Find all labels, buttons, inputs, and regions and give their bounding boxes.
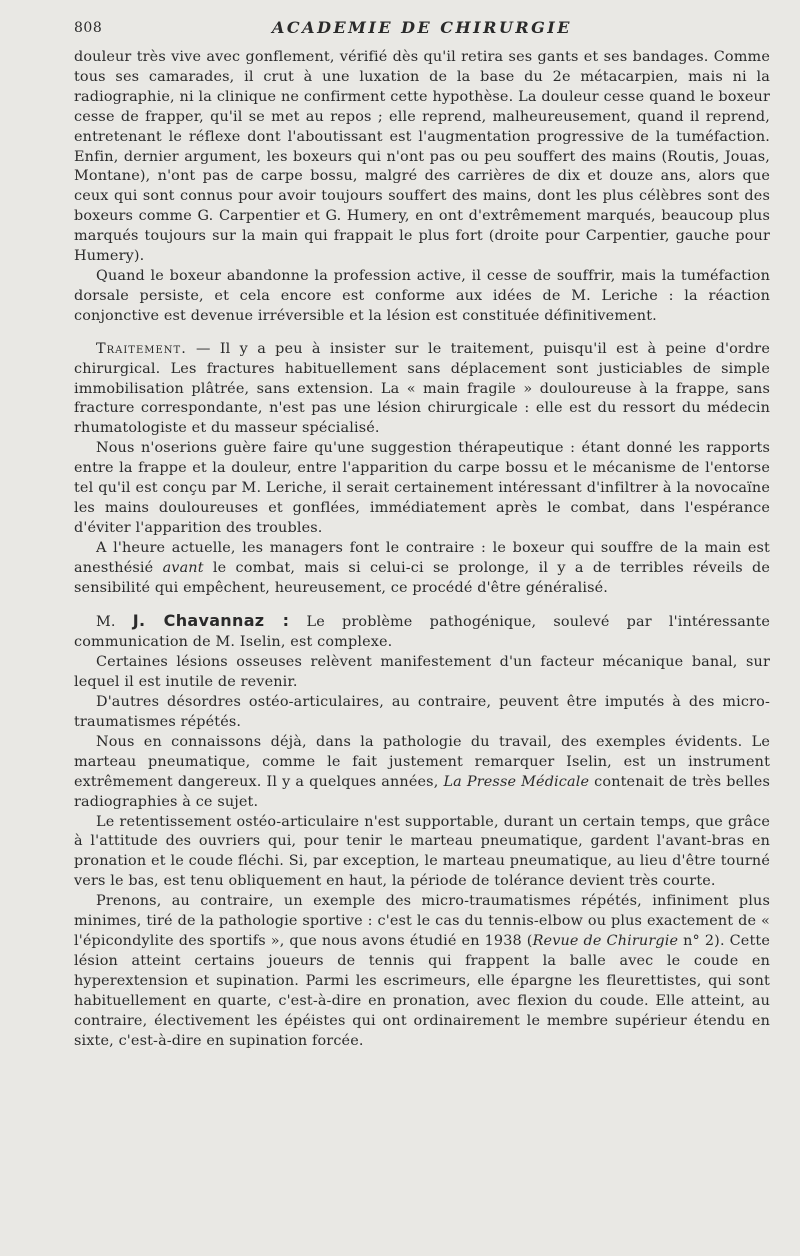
speaker-prefix: M.	[96, 614, 133, 631]
emphasis: La Presse Médicale	[443, 773, 590, 790]
emphasis: avant	[162, 559, 204, 576]
emphasis: Revue de Chirurgie	[532, 932, 679, 949]
paragraph-text: le combat, mais si celui-ci se prolonge, il y a de terribles réveils de sensibilité qui empêchent, heureusement, ce procédé d'être généralisé.	[74, 559, 770, 596]
paragraph: Le retentissement ostéo-articulaire n'est supportable, durant un certain temps, que grâce à l'attitude des ouvriers qui, pour tenir le marteau pneumatique, gardent l'avant-bras en pronation et le coude fléchi. Si, par exception, le marteau pneumatique, au lieu d'être tourné vers le bas, est tenu obliquement en haut, la période de tolérance devient très courte.	[74, 813, 770, 890]
paragraph-text: contenait de très belles radiographies à ce sujet.	[74, 773, 770, 810]
paragraph-text: A l'heure actuelle, les managers font le contraire : le boxeur qui souffre de la main est anesthésié	[74, 539, 770, 576]
paragraph: Quand le boxeur abandonne la profession active, il cesse de souffrir, mais la tuméfaction dorsale persiste, et cela encore est conforme aux idées de M. Leriche : la réaction conjonctive est devenue irréversible et la lésion est constituée définitivement.	[74, 267, 770, 324]
paragraph-traitement	[74, 340, 770, 440]
body-text	[74, 48, 770, 1051]
paragraph-text: — Il y a peu à insister sur le traitement, puisqu'il est à peine d'ordre chirurgical. Les fractures habituellement sans déplacement sont justiciables de simple immobilisation plâtrée, sans extension. La « main fragile » douloureuse à la frappe, sans fracture correspondante, n'est pas une lésion chirurgicale : elle est du ressort du médecin rhumatologiste et du masseur spécialisé.	[74, 340, 770, 437]
paragraph	[74, 539, 770, 599]
paragraph-speaker	[74, 611, 770, 653]
journal-title: ACADEMIE DE CHIRURGIE	[272, 18, 572, 37]
paragraph-text: Prenons, au contraire, un exemple des micro-traumatismes répétés, infiniment plus minimes, tiré de la pathologie sportive : c'est le cas du tennis-elbow ou plus exactement de « l'épicondylite des sportifs », que nous avons étudié en 1938 (	[74, 893, 770, 949]
paragraph	[74, 892, 770, 1051]
running-head	[74, 18, 770, 48]
paragraph: D'autres désordres ostéo-articulaires, au contraire, peuvent être imputés à des micro-traumatismes répétés.	[74, 694, 770, 730]
page-number: 808	[74, 20, 103, 36]
paragraph-text: n° 2). Cette lésion atteint certains joueurs de tennis qui frappent la balle avec le coude en hyperextension et supination. Parmi les escrimeurs, elle épargne les fleurettistes, qui sont habituellement en quarte, c'est-à-dire en pronation, avec flexion du coude. Elle atteint, au contraire, électivement les épéistes qui ont ordinairement le membre supérieur étendu en sixte, c'est-à-dire en supination forcée.	[74, 932, 771, 1049]
paragraph: douleur très vive avec gonflement, vérifié dès qu'il retira ses gants et ses bandages. Comme tous ses camarades, il crut à une luxation de la base du 2e métacarpien, mais ni la radiographie, ni la clinique ne confirment cette hypothèse. La douleur cesse quand le boxeur cesse de frapper, qu'il se met au repos ; elle reprend, malheureusement, quand il reprend, entretenant le réflexe dont l'aboutissant est l'augmentation progressive de la tuméfaction. Enfin, dernier argument, les boxeurs qui n'ont pas ou peu souffert des mains (Routis, Jouas, Montane), n'ont pas de carpe bossu, malgré des carrières de dix et douze ans, alors que ceux qui sont connus pour avoir toujours souffert des mains, dont les plus célèbres sont des boxeurs comme G. Carpentier et G. Humery, en ont d'extrêmement marqués, beaucoup plus marqués toujours sur la main qui frappait le plus fort (droite pour Carpentier, gauche pour Humery).	[74, 49, 770, 265]
paragraph-text: Nous en connaissons déjà, dans la pathologie du travail, des exemples évidents. Le marteau pneumatique, comme le fait justement remarquer Iselin, est un instrument extrêmement dangereux. Il y a quelques années,	[74, 733, 770, 790]
paragraph	[74, 733, 770, 813]
paragraph-text: Le problème pathogénique, soulevé par l'intéressante communication de M. Iselin, est complexe.	[74, 614, 771, 651]
speaker-name: J. Chavannaz :	[132, 611, 290, 631]
paragraph: Nous n'oserions guère faire qu'une suggestion thérapeutique : étant donné les rapports entre la frappe et la douleur, entre l'apparition du carpe bossu et le mécanisme de l'entorse tel qu'il est conçu par M. Leriche, il serait certainement intéressant d'infiltrer à la novocaïne les mains douloureuses et gonflées, immédiatement après le combat, dans l'espérance d'éviter l'apparition des troubles.	[74, 440, 770, 536]
section-label: Traitement.	[96, 340, 187, 357]
paragraph: Certaines lésions osseuses relèvent manifestement d'un facteur mécanique banal, sur lequel il est inutile de revenir.	[74, 654, 770, 691]
